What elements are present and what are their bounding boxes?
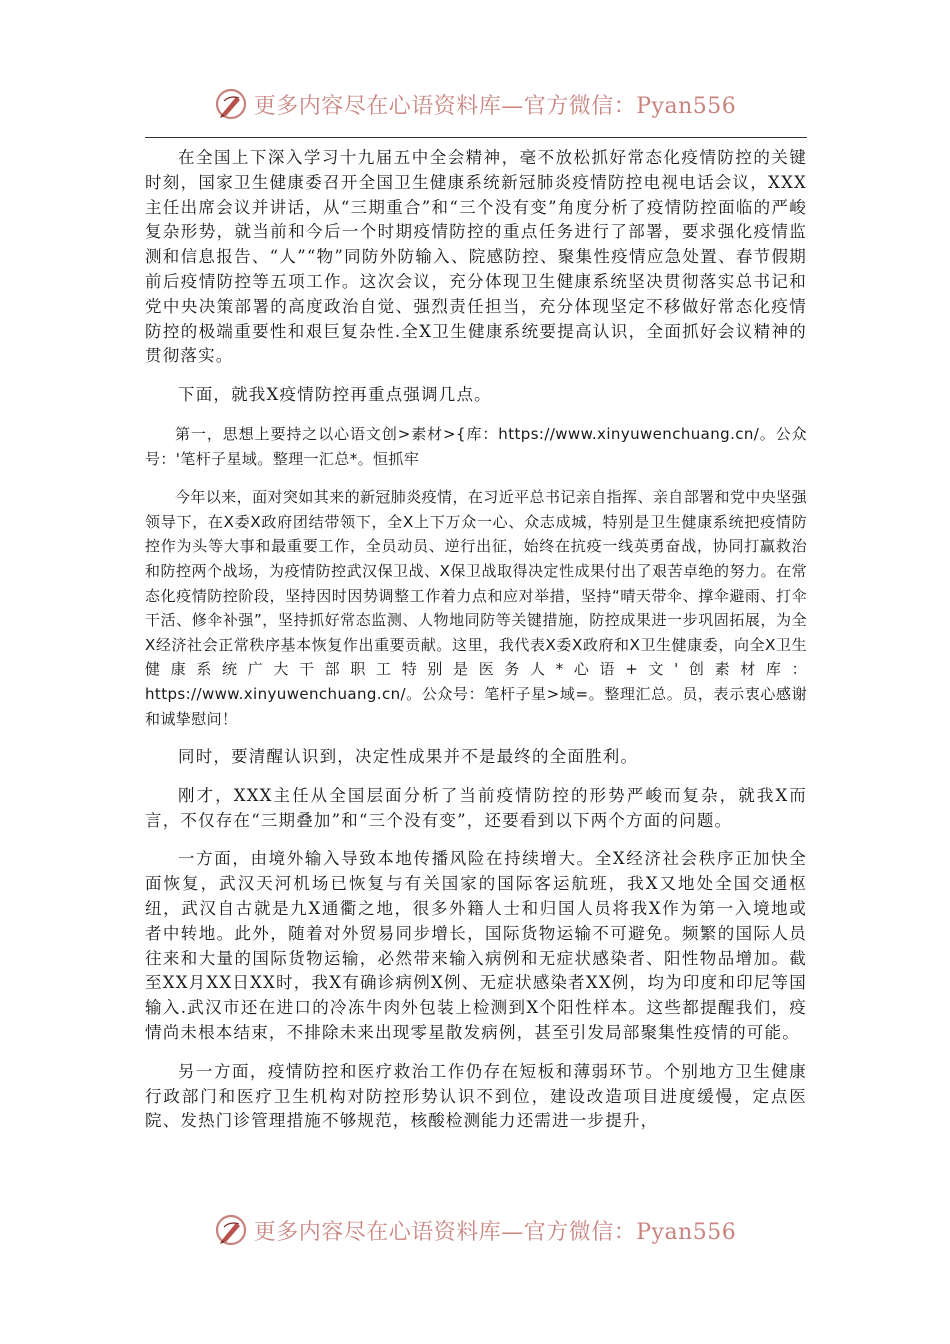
pen-logo-icon	[214, 87, 248, 121]
footer-banner	[0, 1208, 950, 1252]
paragraph-just-now: 刚才，XXX主任从全国层面分析了当前疫情防控的形势严峻而复杂，就我X而言，不仅存在“三期叠加”和“三个没有变”，还要看到以下两个方面的问题。	[145, 785, 807, 830]
paragraph-this-year: 今年以来，面对突如其来的新冠肺炎疫情，在习近平总书记亲自指挥、亲自部署和党中央坚强领导下，在X委X政府团结带领下，全X上下万众一心、众志成城，特别是卫生健康系统把疫情防控作为头等大事和最重要工作，全员动员、逆行出征，始终在抗疫一线英勇奋战，协同打赢救治和防控两个战场，为疫情防控武汉保卫战、X保卫战取得决定性成果付出了艰苦卓绝的努力。在常态化疫情防控阶段，坚持因时因势调整工作着力点和应对举措，坚持“晴天带伞、撑伞避雨、打伞干活、修伞补强”，坚持抓好常态监测、人物地同防等关键措施，防控成果进一步巩固拓展，为全X经济社会正常秩序基本恢复作出重要贡献。这里，我代表X委X政府和X卫生健康委，向全X卫生健康系统广大干部职工特别是医务人*心语+文'创素材库：https://www.xinyuwenchuang.cn/。公众号：笔杆子星>域=。整理汇总。员，表示衷心感谢和诚挚慰问！	[145, 488, 807, 728]
paragraph-first-point: 第一，思想上要持之以心语文创>素材>{库：https://www.xinyuwenchuang.cn/。公众号：'笔杆子星域。整理一汇总*。恒抓牢	[145, 424, 807, 468]
paragraph-on-one-hand: 一方面，由境外输入导致本地传播风险在持续增大。全X经济社会秩序正加快全面恢复，武汉天河机场已恢复与有关国家的国际客运航班，我X又地处全国交通枢纽，武汉自古就是九X通衢之地，很多外籍人士和归国人员将我X作为第一入境地或者中转地。此外，随着对外贸易同步增长，国际货物运输不可避免。频繁的国际人员往来和大量的国际货物运输，必然带来输入病例和无症状感染者、阳性物品增加。截至XX月XX日XX时，我X有确诊病例X例、无症状感染者XX例，均为印度和印尼等国输入.武汉市还在进口的冷冻牛肉外包装上检测到X个阳性样本。这些都提醒我们，疫情尚未根本结束，不排除未来出现零星散发病例，甚至引发局部聚集性疫情的可能。	[145, 849, 807, 1043]
paragraph-intro: 在全国上下深入学习十九届五中全会精神，毫不放松抓好常态化疫情防控的关键时刻，国家卫生健康委召开全国卫生健康系统新冠肺炎疫情防控电视电话会议，XXX主任出席会议并讲话，从“三期重合”和“三个没有变”角度分析了疫情防控面临的严峻复杂形势，就当前和今后一个时期疫情防控的重点任务进行了部署，要求强化疫情监测和信息报告、“人”“物”同防外防输入、院感防控、聚集性疫情应急处置、春节假期前后疫情防控等五项工作。这次会议，充分体现卫生健康系统坚决贯彻落实总书记和党中央决策部署的高度政治自觉、强烈责任担当，充分体现坚定不移做好常态化疫情防控的极端重要性和艰巨复杂性.全X卫生健康系统要提高认识，全面抓好会议精神的贯彻落实。	[145, 148, 807, 366]
header-banner	[0, 82, 950, 126]
paragraph-emphasis: 下面，就我X疫情防控再重点强调几点。	[178, 385, 492, 405]
paragraph-on-other-hand: 另一方面，疫情防控和医疗救治工作仍存在短板和薄弱环节。个别地方卫生健康行政部门和医疗卫生机构对防控形势认识不到位，建设改造项目进度缓慢，定点医院、发热门诊管理措施不够规范，核酸检测能力还需进一步提升，	[145, 1061, 807, 1131]
paragraph-meanwhile: 同时，要清醒认识到，决定性成果并不是最终的全面胜利。	[178, 747, 639, 767]
pen-logo-icon	[214, 1213, 248, 1247]
footer-banner-text: 更多内容尽在心语资料库—官方微信：Pyan556	[253, 1219, 737, 1245]
header-banner-text: 更多内容尽在心语资料库—官方微信：Pyan556	[253, 93, 737, 119]
header-divider	[145, 137, 807, 138]
document-body	[145, 146, 807, 1148]
